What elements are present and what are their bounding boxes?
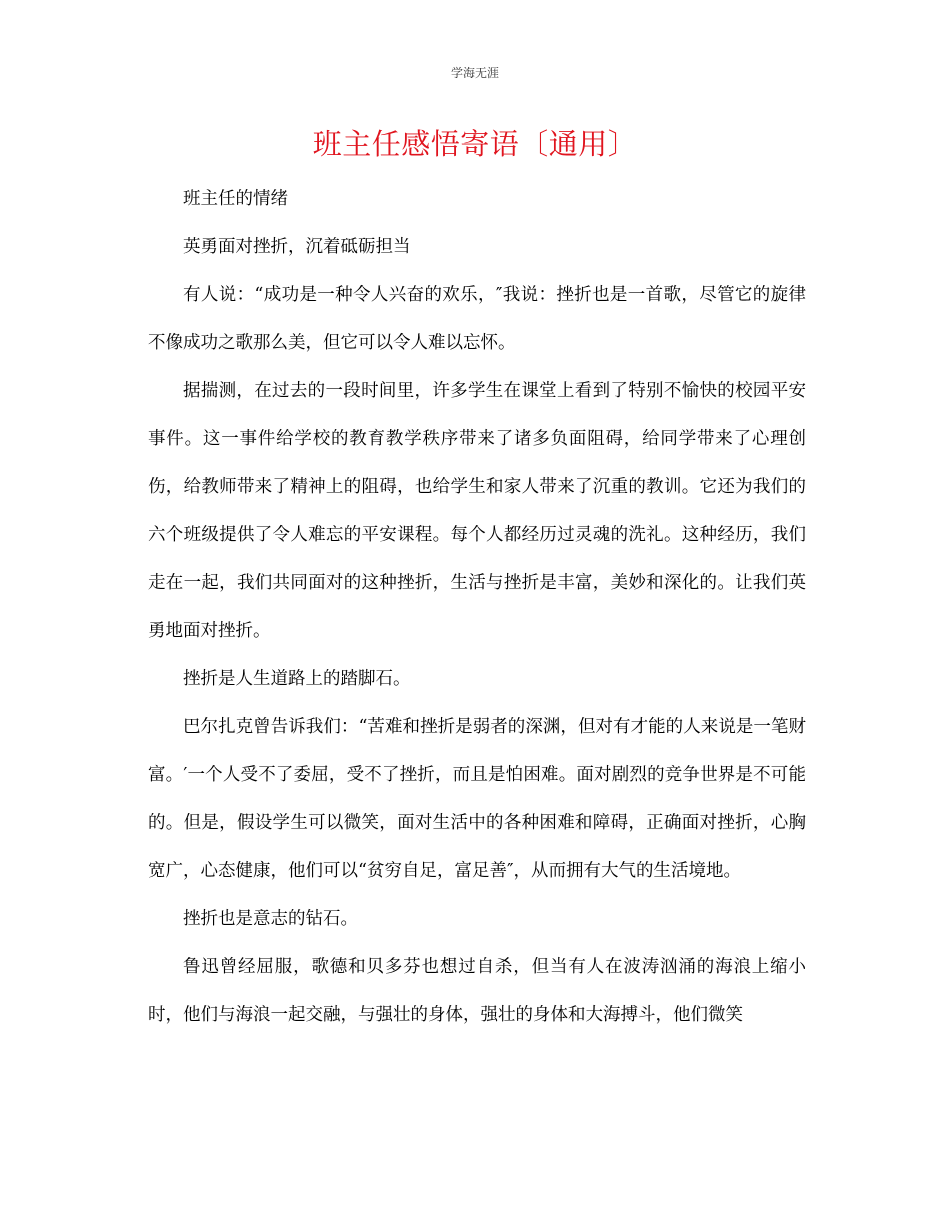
paragraph: 班主任的情绪 xyxy=(183,189,288,209)
paragraph: 挫折是人生道路上的踏脚石。 xyxy=(183,669,411,689)
paragraph: 巴尔扎克曾告诉我们：“苦难和挫折是弱者的深渊，但对有才能的人来说是一笔财富。′一个人受不了委屈，受不了挫折，而且是怕困难。面对剧烈的竞争世界是不可能的。但是，假设学生可以微笑，面对生活中的各种困难和障碍，正确面对挫折，心胸宽广，心态健康，他们可以“贫穷自足，富足善″，从而拥有大气的生活境地。 xyxy=(148,717,806,881)
paragraph: 挫折也是意志的钻石。 xyxy=(183,909,358,929)
page-header: 学海无涯 xyxy=(450,66,499,80)
paragraph: 英勇面对挫折，沉着砥砺担当 xyxy=(183,237,411,257)
paragraph: 据揣测，在过去的一段时间里，许多学生在课堂上看到了特别不愉快的校园平安事件。这一事件给学校的教育教学秩序带来了诸多负面阻碍，给同学带来了心理创伤，给教师带来了精神上的阻碍，也给学生和家人带来了沉重的教训。它还为我们的六个班级提供了令人难忘的平安课程。每个人都经历过灵魂的洗礼。这种经历，我们走在一起，我们共同面对的这种挫折，生活与挫折是丰富，美妙和深化的。让我们英勇地面对挫折。 xyxy=(148,381,806,641)
paragraph: 鲁迅曾经屈服，歌德和贝多芬也想过自杀，但当有人在波涛汹涌的海浪上缩小时，他们与海浪一起交融，与强壮的身体，强壮的身体和大海搏斗，他们微笑 xyxy=(148,957,806,1025)
document-body xyxy=(148,175,806,1039)
document-title: 班主任感悟寄语〔通用〕 xyxy=(312,127,638,161)
paragraph: 有人说：“成功是一种令人兴奋的欢乐，″我说：挫折也是一首歌，尽管它的旋律不像成功之歌那么美，但它可以令人难以忘怀。 xyxy=(148,285,806,353)
